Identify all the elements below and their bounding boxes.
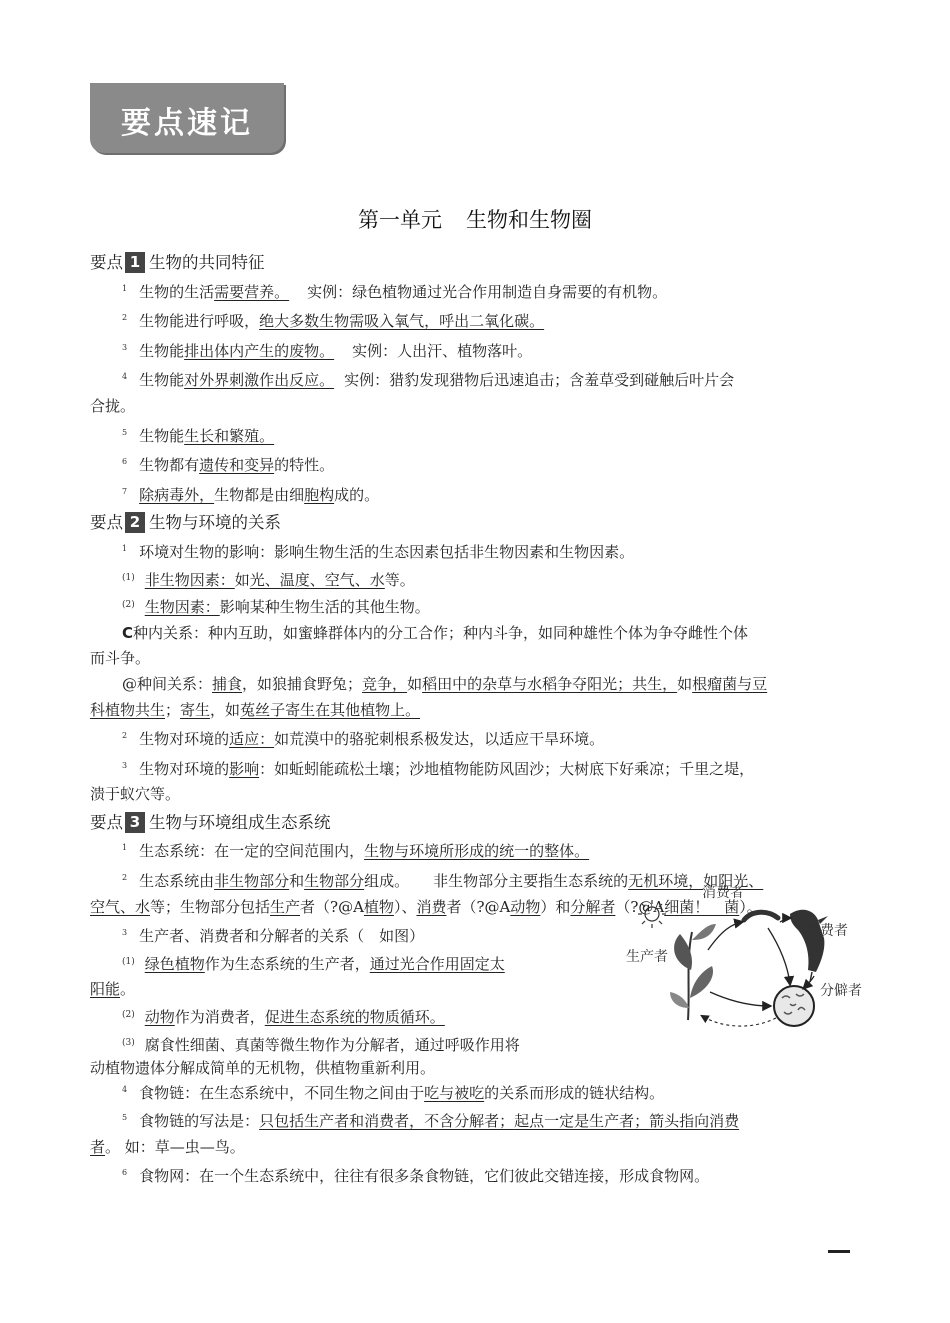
paragraph: @种间关系：捕食，如狼捕食野兔；竞争，如稻田中的杂草与水稻争夺阳光；共生，如根瘤菌与豆 (122, 674, 768, 693)
banner-text: 要点速记 (121, 106, 253, 141)
section-banner (90, 83, 284, 153)
section-number-badge: 2 (125, 512, 145, 533)
paragraph: $^2$ 生物对环境的适应：如荒漠中的骆驼刺根系极发达，以适应干旱环境。 (122, 730, 605, 749)
paragraph: $^{(1)}$ 绿色植物作为生态系统的生产者，通过光合作用固定太 (122, 954, 505, 973)
label-consumer-right: 消费者 (806, 923, 848, 939)
title-topic: 生物和生物圈 (466, 208, 592, 232)
arrow-bird-to-decomposer (804, 976, 814, 988)
paragraph: $^1$ 生态系统：在一定的空间范围内，生物与环境所形成的统一的整体。 (122, 842, 590, 861)
paragraph: $^3$ 生物能排出体内产生的废物。 实例：人出汗、植物落叶。 (122, 341, 533, 360)
arrow-producer-to-decomposer (710, 992, 770, 1006)
paragraph-continuation: 科植物共生；寄生，如菟丝子寄生在其他植物上。 (90, 700, 421, 719)
paragraph: $^3$ 生物对环境的影响：如蚯蚓能疏松土壤；沙地植物能防风固沙；大树底下好乘凉；千里之堤， (122, 759, 755, 778)
paragraph: $^{(3)}$ 腐食性细菌、真菌等微生物作为分解者，通过呼吸作用将 (122, 1035, 520, 1054)
paragraph-continuation: 者。 如：草—虫—鸟。 (90, 1137, 245, 1156)
paragraph: $^{(2)}$ 动物作为消费者，促进生态系统的物质循环。 (122, 1008, 445, 1027)
section-heading-1: 要点 1 生物的共同特征 (90, 253, 265, 272)
label-producer: 生产者 (626, 949, 668, 965)
paragraph-continuation: 而斗争。 (90, 649, 151, 668)
content-body (90, 248, 864, 1190)
paragraph: $^2$ 生态系统由非生物部分和生物部分组成。 非生物部分主要指生态系统的无机环境，如阳光、 (122, 872, 764, 891)
paragraph: C种内关系：种内互助，如蜜蜂群体内的分工合作；种内斗争，如同种雄性个体为争夺雌性个体 (122, 623, 749, 642)
paragraph: $^4$ 生物能对外界刺激作出反应。 实例：猎豹发现猎物后迅速追击；含羞草受到碰触后叶片会 (122, 371, 735, 390)
section-heading-2: 要点 2 生物与环境的关系 (90, 513, 281, 533)
paragraph: $^{(2)}$ 生物因素：影响某种生物生活的其他生物。 (122, 598, 430, 617)
paragraph: $^4$ 食物链：在生态系统中，不同生物之间由于吃与被吃的关系而形成的链状结构。 (122, 1084, 665, 1103)
paragraph: $^2$ 生物能进行呼吸，绝大多数生物需吸入氧气，呼出二氧化碳。 (122, 312, 545, 331)
decomposer-icon (774, 986, 814, 1026)
paragraph: $^6$ 食物网：在一个生态系统中，往往有很多条食物链，它们彼此交错连接，形成食物网。 (122, 1167, 710, 1186)
label-consumer-top: 消费者 (702, 885, 744, 901)
ecosystem-diagram (612, 880, 872, 1040)
paragraph-continuation: 空气、水等；生物部分包括生产者（?@A植物）、消费者（?@A动物）和分解者（?@A细菌！ 菌）。 (90, 897, 762, 916)
paragraph-continuation: 阳能。 (90, 980, 136, 999)
paragraph-continuation: 合拢。 (90, 396, 136, 415)
arrow-consumer-to-consumer (780, 918, 790, 922)
sun-icon (638, 900, 666, 928)
section-number-badge: 1 (125, 252, 145, 273)
paragraph: $^1$ 生物的生活需要营养。 实例：绿色植物通过光合作用制造自身需要的有机物。 (122, 282, 668, 301)
paragraph: $^1$ 环境对生物的影响：影响生物生活的生态因素包括非生物因素和生物因素。 (122, 542, 635, 561)
page-mark (828, 1250, 850, 1253)
caterpillar-icon (744, 912, 778, 920)
section-number-badge: 3 (125, 812, 145, 833)
paragraph: $^{(1)}$ 非生物因素：如光、温度、空气、水等。 (122, 570, 415, 589)
page-title (0, 204, 950, 234)
paragraph: $^5$ 食物链的写法是：只包括生产者和消费者，不含分解者；起点一定是生产者；箭头指向消费 (122, 1112, 740, 1131)
paragraph: $^5$ 生物能生长和繁殖。 (122, 426, 275, 445)
paragraph-continuation: 动植物遗体分解成简单的无机物，供植物重新利用。 (90, 1059, 436, 1078)
paragraph-continuation: 溃于蚁穴等。 (90, 785, 181, 804)
paragraph: $^6$ 生物都有遗传和变异的特性。 (122, 456, 335, 475)
arrow-decomposer-to-producer (702, 1016, 776, 1026)
plant-icon (670, 924, 716, 1020)
arrow-consumer-to-decomposer (768, 928, 790, 984)
title-unit: 第一单元 (358, 208, 442, 232)
paragraph: $^7$ 除病毒外，生物都是由细胞构成的。 (122, 485, 380, 504)
label-decomposer: 分僻者 (820, 983, 862, 999)
paragraph: $^3$ 生产者、消费者和分解者的关系（ 如图） (122, 927, 425, 946)
section-heading-3: 要点 3 生物与环境组成生态系统 (90, 812, 331, 832)
